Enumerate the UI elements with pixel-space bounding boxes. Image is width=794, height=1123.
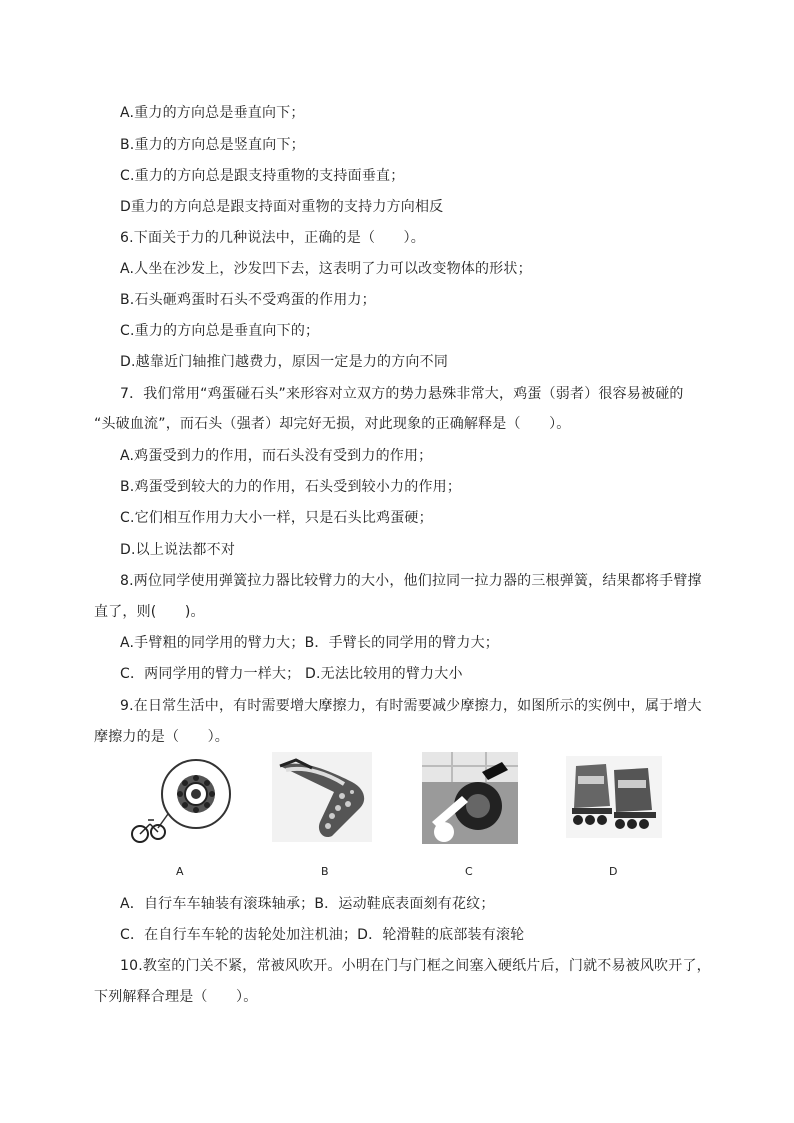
- q6-option-c: C.重力的方向总是垂直向下的；: [120, 323, 320, 339]
- q5-option-a: A.重力的方向总是垂直向下；: [120, 105, 305, 121]
- figure-label-a: A: [176, 865, 184, 878]
- q5-option-d: D重力的方向总是跟支持面对重物的支持力方向相反: [120, 199, 444, 215]
- q9-option-ab: A．自行车车轴装有滚珠轴承；B．运动鞋底表面刻有花纹；: [120, 896, 495, 912]
- q5-option-c: C.重力的方向总是跟支持重物的支持面垂直；: [120, 168, 405, 184]
- q7-option-b: B.鸡蛋受到较大的力的作用，石头受到较小力的作用；: [120, 479, 462, 495]
- figure-bicycle-bearing-icon: [128, 758, 238, 848]
- figure-roller-skates-icon: [566, 756, 662, 838]
- q5-option-b: B.重力的方向总是竖直向下；: [120, 137, 305, 153]
- figure-bicycle-gear-oiling-icon: [422, 752, 518, 844]
- figure-label-c: C: [465, 865, 473, 878]
- q8-stem-line2: 直了，则( )。: [94, 604, 205, 620]
- q10-stem-line2: 下列解释合理是（ ）。: [94, 989, 258, 1005]
- q6-option-b: B.石头砸鸡蛋时石头不受鸡蛋的作用力；: [120, 292, 376, 308]
- figure-label-b: B: [321, 865, 329, 878]
- q8-option-cd: C．两同学用的臂力一样大； D.无法比较用的臂力大小: [120, 666, 463, 682]
- q10-stem-line1: 10.教室的门关不紧，常被风吹开。小明在门与门框之间塞入硬纸片后，门就不易被风吹开了，: [120, 958, 711, 974]
- q6-option-a: A.人坐在沙发上，沙发凹下去，这表明了力可以改变物体的形状；: [120, 261, 532, 277]
- q7-stem-line1: 7．我们常用“鸡蛋碰石头”来形容对立双方的势力悬殊非常大，鸡蛋（弱者）很容易被碰的: [120, 386, 684, 402]
- q6-stem: 6.下面关于力的几种说法中，正确的是（ ）。: [120, 230, 425, 246]
- figure-sports-shoe-icon: [272, 752, 372, 842]
- q7-option-c: C.它们相互作用力大小一样，只是石头比鸡蛋硬；: [120, 510, 433, 526]
- q9-stem-line1: 9.在日常生活中，有时需要增大摩擦力，有时需要减少摩擦力，如图所示的实例中，属于增大: [120, 698, 702, 714]
- q6-option-d: D.越靠近门轴推门越费力，原因一定是力的方向不同: [120, 354, 449, 370]
- q7-option-d: D.以上说法都不对: [120, 542, 236, 558]
- q8-option-ab: A.手臂粗的同学用的臂力大；B．手臂长的同学用的臂力大；: [120, 635, 499, 651]
- q7-stem-line2: “头破血流”，而石头（强者）却完好无损，对此现象的正确解释是（ ）。: [94, 416, 571, 432]
- q9-option-cd: C．在自行车车轮的齿轮处加注机油；D．轮滑鞋的底部装有滚轮: [120, 927, 525, 943]
- q9-stem-line2: 摩擦力的是（ ）。: [94, 729, 229, 745]
- figure-label-d: D: [609, 865, 618, 878]
- q8-stem-line1: 8.两位同学使用弹簧拉力器比较臂力的大小，他们拉同一拉力器的三根弹簧，结果都将手臂撑: [120, 573, 702, 589]
- q7-option-a: A.鸡蛋受到力的作用，而石头没有受到力的作用；: [120, 448, 433, 464]
